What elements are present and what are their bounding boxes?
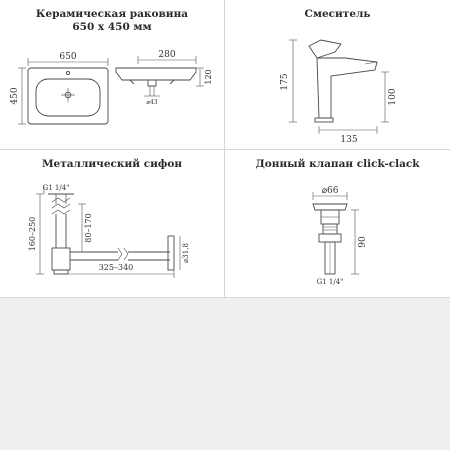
mixer-title: Смеситель xyxy=(304,8,371,20)
valve-dim-cap: ⌀66 xyxy=(321,186,339,196)
sink-dim-width: 650 xyxy=(59,52,77,62)
panel-mixer xyxy=(225,0,450,149)
siphon-bottle xyxy=(52,248,70,270)
valve-dim-thread: G1 1/4" xyxy=(316,278,344,286)
panel-sink xyxy=(0,0,224,149)
sink-dim-depth: 450 xyxy=(10,87,20,105)
mixer-dim-total-height: 175 xyxy=(280,73,290,91)
panel-valve xyxy=(225,150,450,297)
sink-title-line1: Керамическая раковина xyxy=(35,8,189,20)
siphon-dim-length: 325–340 xyxy=(98,263,134,272)
siphon-dim-adjust: 80–170 xyxy=(84,213,93,243)
mixer-dim-spout: 135 xyxy=(340,135,358,145)
sink-dim-side-width: 280 xyxy=(158,50,176,60)
valve-nut xyxy=(319,234,341,242)
siphon-dim-pipe: ⌀31,8 xyxy=(182,243,190,263)
mixer-dim-body-height: 100 xyxy=(388,88,398,106)
sink-drain-stub xyxy=(148,80,156,86)
siphon-dim-thread: G1 1/4" xyxy=(42,184,70,192)
siphon-drawing xyxy=(0,150,224,297)
sink-drawing xyxy=(0,0,224,149)
panel-siphon xyxy=(0,150,224,297)
valve-cap xyxy=(313,204,347,210)
valve-title: Донный клапан click-clack xyxy=(255,158,420,170)
mixer-base xyxy=(315,118,333,122)
footer-area xyxy=(0,298,450,450)
siphon-title: Металлический сифон xyxy=(41,158,183,170)
mixer-body xyxy=(317,58,377,118)
valve-drawing xyxy=(225,150,450,297)
valve-thread xyxy=(323,224,337,234)
siphon-wall-flange xyxy=(168,236,174,270)
mixer-drawing xyxy=(225,0,450,149)
sink-title-line2: 650 х 450 мм xyxy=(72,21,152,33)
valve-dim-height: 90 xyxy=(358,236,368,248)
sink-dim-side-height: 120 xyxy=(204,69,213,85)
mixer-lever xyxy=(309,40,341,58)
sink-dim-hole: ⌀43 xyxy=(146,99,158,106)
siphon-dim-height: 160–250 xyxy=(28,216,37,252)
sink-side-outline xyxy=(116,68,196,80)
